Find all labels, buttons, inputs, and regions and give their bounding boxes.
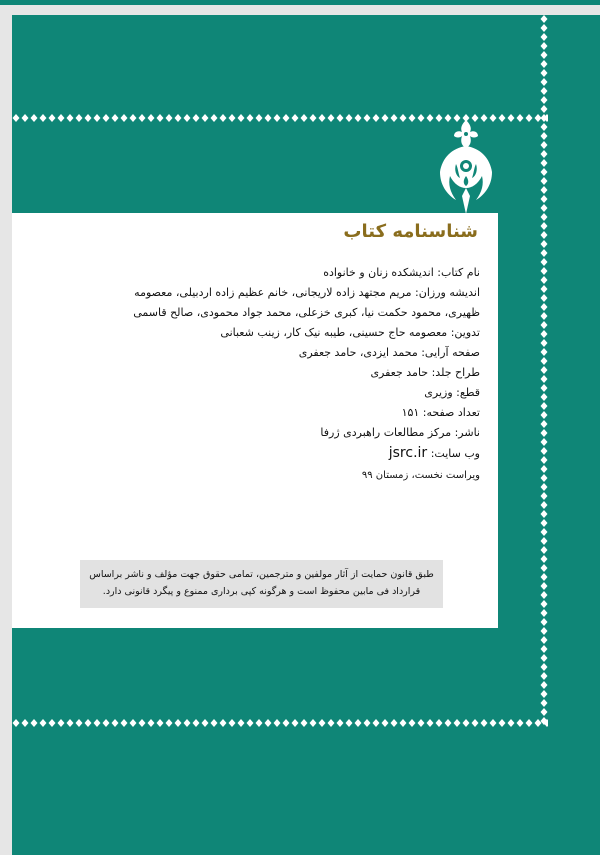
diamond-mark	[103, 719, 110, 727]
diamond-mark	[541, 501, 548, 509]
diamond-mark	[517, 114, 524, 122]
diamond-mark	[328, 114, 335, 122]
diamond-mark	[541, 681, 548, 689]
diamond-mark	[148, 719, 155, 727]
diamond-mark	[541, 168, 548, 176]
diamond-mark	[541, 204, 548, 212]
diamond-mark	[49, 114, 56, 122]
diamond-mark	[166, 719, 173, 727]
diamond-mark	[211, 114, 218, 122]
diamond-mark	[175, 114, 182, 122]
top-gap	[0, 5, 600, 15]
info-book-name: نام کتاب: اندیشکده زنان و خانواده	[323, 266, 480, 279]
diamond-mark	[541, 564, 548, 572]
diamond-mark	[541, 150, 548, 158]
diamond-mark	[508, 114, 515, 122]
diamond-mark	[283, 719, 290, 727]
diamond-mark	[148, 114, 155, 122]
diamond-mark	[319, 719, 326, 727]
diamond-mark	[22, 114, 29, 122]
diamond-mark	[400, 114, 407, 122]
diamond-mark	[481, 719, 488, 727]
diamond-mark	[541, 618, 548, 626]
diamond-mark	[526, 719, 533, 727]
diamond-mark	[517, 719, 524, 727]
diamond-mark	[541, 357, 548, 365]
diamond-mark	[184, 719, 191, 727]
diamond-mark	[541, 411, 548, 419]
info-thinkers-1: اندیشه ورزان: مریم مجتهد زاده لاریجانی، خانم عظیم زاده اردبیلی، معصومه	[134, 286, 480, 299]
diamond-mark	[292, 114, 299, 122]
diamond-mark	[541, 177, 548, 185]
diamond-mark	[328, 719, 335, 727]
diamond-mark	[436, 719, 443, 727]
diamond-mark	[256, 114, 263, 122]
diamond-mark	[76, 114, 83, 122]
diamond-mark	[541, 465, 548, 473]
diamond-mark	[22, 719, 29, 727]
diamond-mark	[541, 456, 548, 464]
diamond-mark	[541, 33, 548, 41]
diamond-mark	[445, 719, 452, 727]
diamond-mark	[454, 719, 461, 727]
diamond-mark	[184, 114, 191, 122]
diamond-mark	[541, 96, 548, 104]
diamond-mark	[541, 42, 548, 50]
diamond-mark	[541, 429, 548, 437]
diamond-mark	[292, 719, 299, 727]
diamond-mark	[58, 114, 65, 122]
info-edition: ویراست نخست، زمستان ۹۹	[361, 470, 480, 481]
diamond-mark	[541, 384, 548, 392]
diamond-mark	[541, 609, 548, 617]
diamond-mark	[427, 114, 434, 122]
diamond-mark	[541, 627, 548, 635]
book-info-list	[60, 263, 480, 486]
diamond-border-right	[539, 15, 549, 728]
diamond-mark	[202, 114, 209, 122]
diamond-mark	[409, 719, 416, 727]
diamond-mark	[541, 393, 548, 401]
diamond-mark	[499, 114, 506, 122]
diamond-mark	[541, 519, 548, 527]
diamond-mark	[541, 447, 548, 455]
diamond-mark	[31, 719, 38, 727]
diamond-mark	[541, 123, 548, 131]
diamond-mark	[364, 719, 371, 727]
diamond-mark	[418, 114, 425, 122]
diamond-mark	[175, 719, 182, 727]
diamond-mark	[541, 87, 548, 95]
diamond-mark	[541, 231, 548, 239]
info-page-count: تعداد صفحه: ۱۵۱	[401, 406, 480, 419]
diamond-mark	[85, 719, 92, 727]
diamond-mark	[193, 719, 200, 727]
arabesque-ornament-icon	[436, 118, 496, 216]
diamond-mark	[130, 114, 137, 122]
diamond-mark	[310, 719, 317, 727]
diamond-mark	[13, 719, 20, 727]
diamond-mark	[541, 348, 548, 356]
diamond-mark	[541, 222, 548, 230]
diamond-mark	[238, 719, 245, 727]
diamond-mark	[541, 15, 548, 23]
diamond-mark	[541, 375, 548, 383]
info-website	[60, 443, 480, 464]
diamond-mark	[229, 114, 236, 122]
diamond-mark	[541, 663, 548, 671]
diamond-mark	[541, 591, 548, 599]
diamond-mark	[541, 69, 548, 77]
diamond-mark	[355, 719, 362, 727]
info-cover-designer: طراح جلد: حامد جعفری	[370, 366, 480, 379]
diamond-border-bottom	[12, 718, 548, 728]
diamond-mark	[364, 114, 371, 122]
diamond-mark	[319, 114, 326, 122]
diamond-mark	[121, 719, 128, 727]
diamond-mark	[541, 510, 548, 518]
book-id-title: شناسنامه کتاب	[343, 221, 478, 242]
diamond-mark	[541, 258, 548, 266]
diamond-mark	[541, 654, 548, 662]
diamond-mark	[139, 719, 146, 727]
diamond-mark	[94, 114, 101, 122]
diamond-mark	[541, 438, 548, 446]
diamond-mark	[40, 114, 47, 122]
diamond-mark	[139, 114, 146, 122]
diamond-mark	[541, 24, 548, 32]
diamond-mark	[157, 114, 164, 122]
diamond-mark	[355, 114, 362, 122]
info-compilers: تدوین: معصومه حاج حسینی، طیبه نیک کار، زینب شعبانی	[220, 326, 480, 339]
diamond-mark	[541, 195, 548, 203]
diamond-mark	[373, 719, 380, 727]
diamond-mark	[103, 114, 110, 122]
diamond-mark	[541, 276, 548, 284]
diamond-mark	[541, 492, 548, 500]
diamond-mark	[265, 719, 272, 727]
diamond-mark	[202, 719, 209, 727]
diamond-mark	[85, 114, 92, 122]
diamond-mark	[130, 719, 137, 727]
diamond-mark	[400, 719, 407, 727]
book-info-card	[12, 213, 498, 628]
diamond-mark	[265, 114, 272, 122]
info-thinkers-2: ظهیری، محمود حکمت نیا، کبری خزعلی، محمد جواد محمودی، صالح قاسمی	[133, 306, 480, 319]
diamond-mark	[229, 719, 236, 727]
diamond-mark	[541, 267, 548, 275]
diamond-mark	[238, 114, 245, 122]
diamond-mark	[418, 719, 425, 727]
diamond-mark	[541, 537, 548, 545]
diamond-mark	[541, 105, 548, 113]
diamond-mark	[274, 719, 281, 727]
website-label: وب سایت:	[430, 447, 480, 460]
diamond-mark	[541, 582, 548, 590]
diamond-mark	[472, 719, 479, 727]
diamond-mark	[67, 114, 74, 122]
info-layout: صفحه آرایی: محمد ایزدی، حامد جعفری	[298, 346, 480, 359]
diamond-mark	[310, 114, 317, 122]
diamond-mark	[541, 186, 548, 194]
diamond-mark	[499, 719, 506, 727]
diamond-mark	[256, 719, 263, 727]
diamond-mark	[541, 645, 548, 653]
diamond-mark	[541, 114, 548, 122]
diamond-mark	[76, 719, 83, 727]
diamond-mark	[541, 240, 548, 248]
diamond-mark	[541, 708, 548, 716]
diamond-mark	[301, 114, 308, 122]
diamond-mark	[541, 60, 548, 68]
diamond-mark	[541, 312, 548, 320]
diamond-mark	[541, 321, 548, 329]
notice-line-1: طبق قانون حمایت از آثار مولفین و مترجمین، تمامی حقوق جهت مؤلف و ناشر براساس	[89, 569, 434, 580]
diamond-mark	[541, 78, 548, 86]
diamond-mark	[391, 114, 398, 122]
diamond-mark	[337, 719, 344, 727]
diamond-mark	[463, 719, 470, 727]
diamond-mark	[49, 719, 56, 727]
diamond-mark	[541, 132, 548, 140]
diamond-mark	[541, 690, 548, 698]
diamond-mark	[541, 420, 548, 428]
diamond-mark	[220, 719, 227, 727]
diamond-mark	[541, 699, 548, 707]
diamond-mark	[541, 51, 548, 59]
diamond-mark	[541, 303, 548, 311]
diamond-mark	[94, 719, 101, 727]
diamond-mark	[166, 114, 173, 122]
diamond-mark	[346, 719, 353, 727]
diamond-mark	[541, 285, 548, 293]
diamond-mark	[274, 114, 281, 122]
copyright-notice	[80, 560, 443, 608]
diamond-mark	[157, 719, 164, 727]
diamond-mark	[337, 114, 344, 122]
diamond-mark	[382, 719, 389, 727]
diamond-mark	[541, 474, 548, 482]
diamond-mark	[283, 114, 290, 122]
diamond-mark	[121, 114, 128, 122]
diamond-mark	[346, 114, 353, 122]
diamond-mark	[541, 546, 548, 554]
diamond-mark	[541, 366, 548, 374]
diamond-mark	[58, 719, 65, 727]
diamond-mark	[40, 719, 47, 727]
diamond-mark	[541, 636, 548, 644]
diamond-mark	[490, 719, 497, 727]
diamond-mark	[541, 330, 548, 338]
diamond-mark	[541, 483, 548, 491]
diamond-mark	[541, 213, 548, 221]
diamond-mark	[112, 719, 119, 727]
diamond-mark	[541, 672, 548, 680]
diamond-mark	[508, 719, 515, 727]
diamond-mark	[409, 114, 416, 122]
diamond-mark	[541, 339, 548, 347]
diamond-mark	[112, 114, 119, 122]
notice-line-2: قرارداد فی مابین محفوظ است و هرگونه کپی برداری ممنوع و پیگرد قانونی دارد.	[102, 586, 421, 597]
diamond-mark	[211, 719, 218, 727]
diamond-mark	[247, 114, 254, 122]
diamond-mark	[13, 114, 20, 122]
diamond-mark	[541, 573, 548, 581]
diamond-mark	[67, 719, 74, 727]
diamond-mark	[541, 159, 548, 167]
diamond-mark	[541, 402, 548, 410]
info-publisher: ناشر: مرکز مطالعات راهبردی ژرفا	[320, 426, 480, 439]
diamond-mark	[541, 528, 548, 536]
website-link[interactable]: jsrc.ir	[388, 445, 428, 461]
diamond-mark	[526, 114, 533, 122]
diamond-mark	[427, 719, 434, 727]
diamond-mark	[382, 114, 389, 122]
diamond-mark	[247, 719, 254, 727]
diamond-mark	[541, 600, 548, 608]
diamond-mark	[301, 719, 308, 727]
diamond-mark	[541, 717, 548, 725]
diamond-mark	[541, 555, 548, 563]
diamond-mark	[373, 114, 380, 122]
diamond-mark	[541, 294, 548, 302]
diamond-mark	[220, 114, 227, 122]
diamond-mark	[541, 249, 548, 257]
diamond-mark	[391, 719, 398, 727]
diamond-mark	[31, 114, 38, 122]
diamond-mark	[193, 114, 200, 122]
diamond-mark	[541, 141, 548, 149]
info-size: قطع: وزیری	[424, 386, 480, 399]
